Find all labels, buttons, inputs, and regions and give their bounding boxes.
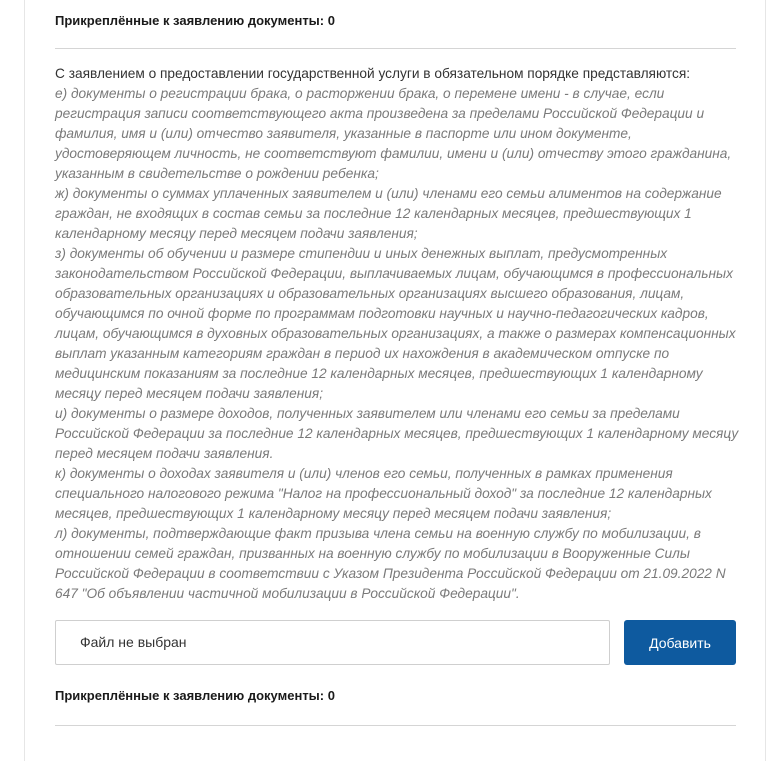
requirement-item-e: е) документы о регистрации брака, о расторжении брака, о перемене имени - в случае, если регистрация записи соответствующего акта произведена за пределами Российской Федерации и фамилия, имя и (или) отчество заявителя, указанные в паспорте или ином документе, удостоверяющем личность, не соответствуют фамилии, имени и (или) отчеству этого гражданина, указанным в свидетельстве о рождении ребенка;: [55, 86, 732, 181]
requirement-item-z: з) документы об обучении и размере стипендии и иных денежных выплат, предусмотренных законодательством Российской Федерации, выплачиваемых лицам, обучающимся в профессиональных образовательных организациях и образовательных организациях высшего образования, лицам, обучающимся по очной форме по программам подготовки научных и научно-педагогических кадров, лицам, обучающимся в духовных образовательных организациях, а также о размерах компенсационных выплат указанным категориям граждан в период их нахождения в академическом отпуске по медицинским показаниям за последние 12 календарных месяцев, предшествующих 1 календарному месяцу перед месяцем подачи заявления;: [55, 246, 736, 401]
requirement-item-l: л) документы, подтверждающие факт призыва члена семьи на военную службу по мобилизации, в отношении семей граждан, призванных на военную службу по мобилизации в Вооруженные Силы Российской Федерации в соответствии с Указом Президента Российской Федерации от 21.09.2022 N 647 "Об объявлении частичной мобилизации в Российской Федерации".: [55, 526, 726, 601]
add-file-button[interactable]: Добавить: [624, 620, 736, 665]
file-input[interactable]: [55, 620, 610, 665]
file-status-text: Файл не выбран: [80, 634, 187, 650]
requirement-item-zh: ж) документы о суммах уплаченных заявителем и (или) членами его семьи алиментов на содержание граждан, не входящих в состав семьи за последние 12 календарных месяцев, предшествующих 1 календарному месяцу перед месяцем подачи заявления;: [55, 186, 722, 241]
attached-documents-heading: Прикреплённые к заявлению документы: 0: [55, 13, 335, 28]
requirements-text: [55, 64, 745, 604]
attached-documents-heading-bottom: Прикреплённые к заявлению документы: 0: [55, 688, 335, 703]
section-divider: [55, 48, 736, 49]
requirements-intro: С заявлением о предоставлении государственной услуги в обязательном порядке представляются:: [55, 66, 691, 81]
requirement-item-i: и) документы о размере доходов, полученных заявителем или членами его семьи за пределами Российской Федерации за последние 12 календарных месяцев, предшествующих 1 календарному месяцу перед месяцем подачи заявления.: [55, 406, 739, 461]
requirement-item-k: к) документы о доходах заявителя и (или) членов его семьи, полученных в рамках применения специального налогового режима "Налог на профессиональный доход" за последние 12 календарных месяцев, предшествующих 1 календарному месяцу перед месяцем подачи заявления;: [55, 466, 712, 521]
section-divider-bottom: [55, 725, 736, 726]
